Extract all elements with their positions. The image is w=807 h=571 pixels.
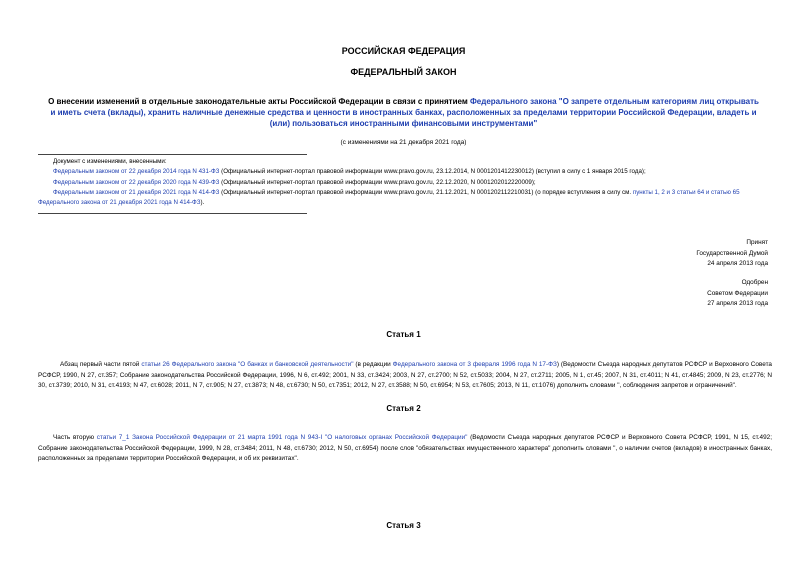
article-3-heading: Статья 3 [386, 521, 421, 530]
changes-bottom-divider [38, 213, 307, 214]
changes-top-divider [38, 154, 307, 155]
changes-intro: Документ с изменениями, внесенными: [53, 158, 167, 165]
doc-type-heading: ФЕДЕРАЛЬНЫЙ ЗАКОН [350, 67, 457, 77]
change-item: Федеральным законом от 21 декабря 2021 года N 414-ФЗ (Официальный интернет-портал правовой информации www.pravo.gov.ru, 21.12.2021, N 0001202112210031) (о порядке вступления в силу см. пункты 1, 2 и 3 статьи 64 и статью 65 Федерального закона от 21 декабря 2021 года N 414-ФЗ). [38, 188, 740, 207]
article-2-text: Часть вторую статьи 7_1 Закона Российской Федерации от 21 марта 1991 года N 943-I "О налоговых органах Российской Федерации" (Ведомости Съезда народных депутатов РСФСР и Верховного Совета РСФСР, 1991, N 15, ст.492; Собрание законодательства Российской Федерации, 1999, N 28, ст.3484; 2011, N 48, ст.6730; 2012, N 50, ст.6954) после слов "обязательствах имущественного характера" дополнить словами ", о наличии счетов (вкладов) в иностранных банках, расположенных за пределами территории Российской Федерации, и об их реквизитах". [38, 434, 772, 463]
amending-law-link[interactable]: Федерального закона от 3 февраля 1996 года N 17-ФЗ [392, 361, 557, 368]
article-1-text: Абзац первый части пятой статьи 26 Федерального закона "О банках и банковской деятельности" (в редакции Федерального закона от 3 февраля 1996 года N 17-ФЗ) (Ведомости Съезда народных депутатов РСФСР и Верховного Совета РСФСР, 1990, N 27, ст.357; Собрание законодательства Российской Федерации, 1996, N 6, ст.492; 2001, N 33, ст.3424; 2003, N 27, ст.2700; N 52, ст.5033; 2004, N 27, ст.2711; 2005, N 1, ст.45; 2007, N 31, ст.4011; N 41, ст.4845; 2009, N 23, ст.2776; N 30, ст.3739; 2010, N 31, ст.4193; N 47, ст.6028; 2011, N 7, ст.905; N 27, ст.3873; N 48, ст.6730; N 50, ст.7351; 2012, N 27, ст.3588; N 50, ст.6954; N 53, ст.7605; 2013, N 11, ст.1076) дополнить словами ", соблюдения запретов и ограничений". [38, 361, 772, 390]
title-text: О внесении изменений в отдельные законодательные акты Российской Федерации в связи с принятием [48, 97, 470, 106]
effective-date-link[interactable]: пункты 1, 2 и 3 статьи 64 и статью 65 Федерального закона от 21 декабря 2021 года N 414-ФЗ [38, 188, 740, 207]
change-law-link[interactable]: Федеральным законом от 21 декабря 2021 года N 414-ФЗ [53, 188, 220, 196]
country-heading: РОССИЙСКАЯ ФЕДЕРАЦИЯ [341, 46, 466, 56]
banking-law-link[interactable]: статьи 26 Федерального закона "О банках и банковской деятельности" [141, 361, 354, 368]
change-law-link[interactable]: Федеральным законом от 22 декабря 2014 года N 431-ФЗ [53, 168, 220, 176]
council-approval: Одобрен Советом Федерации 27 апреля 2013 года [707, 279, 768, 308]
change-item: Федеральным законом от 22 декабря 2014 года N 431-ФЗ (Официальный интернет-портал правовой информации www.pravo.gov.ru, 23.12.2014, N 0001201412230012) (вступил в силу с 1 января 2015 года); [53, 168, 646, 176]
title-law-link[interactable]: Федерального закона "О запрете отдельным категориям лиц открывать и иметь счета (вклады), хранить наличные денежные средства и ценности в иностранных банках, расположенных за пределами территории Российской Федерации, владеть и (или) пользоваться иностранными финансовыми инструментами" [50, 97, 759, 128]
changes-block [38, 157, 772, 208]
tax-authorities-law-link[interactable]: статьи 7_1 Закона Российской Федерации от 21 марта 1991 года N 943-I "О налоговых органах Российской Федерации" [96, 434, 468, 441]
change-law-link[interactable]: Федеральным законом от 22 декабря 2020 года N 439-ФЗ [53, 178, 220, 186]
revision-note: (с изменениями на 21 декабря 2021 года) [340, 139, 467, 146]
duma-adoption: Принят Государственной Думой 24 апреля 2013 года [696, 239, 768, 268]
document-title [46, 96, 761, 129]
article-2-heading: Статья 2 [386, 404, 421, 413]
article-1-heading: Статья 1 [386, 330, 421, 339]
change-item: Федеральным законом от 22 декабря 2020 года N 439-ФЗ (Официальный интернет-портал правовой информации www.pravo.gov.ru, 22.12.2020, N 0001202012220009); [53, 178, 536, 186]
